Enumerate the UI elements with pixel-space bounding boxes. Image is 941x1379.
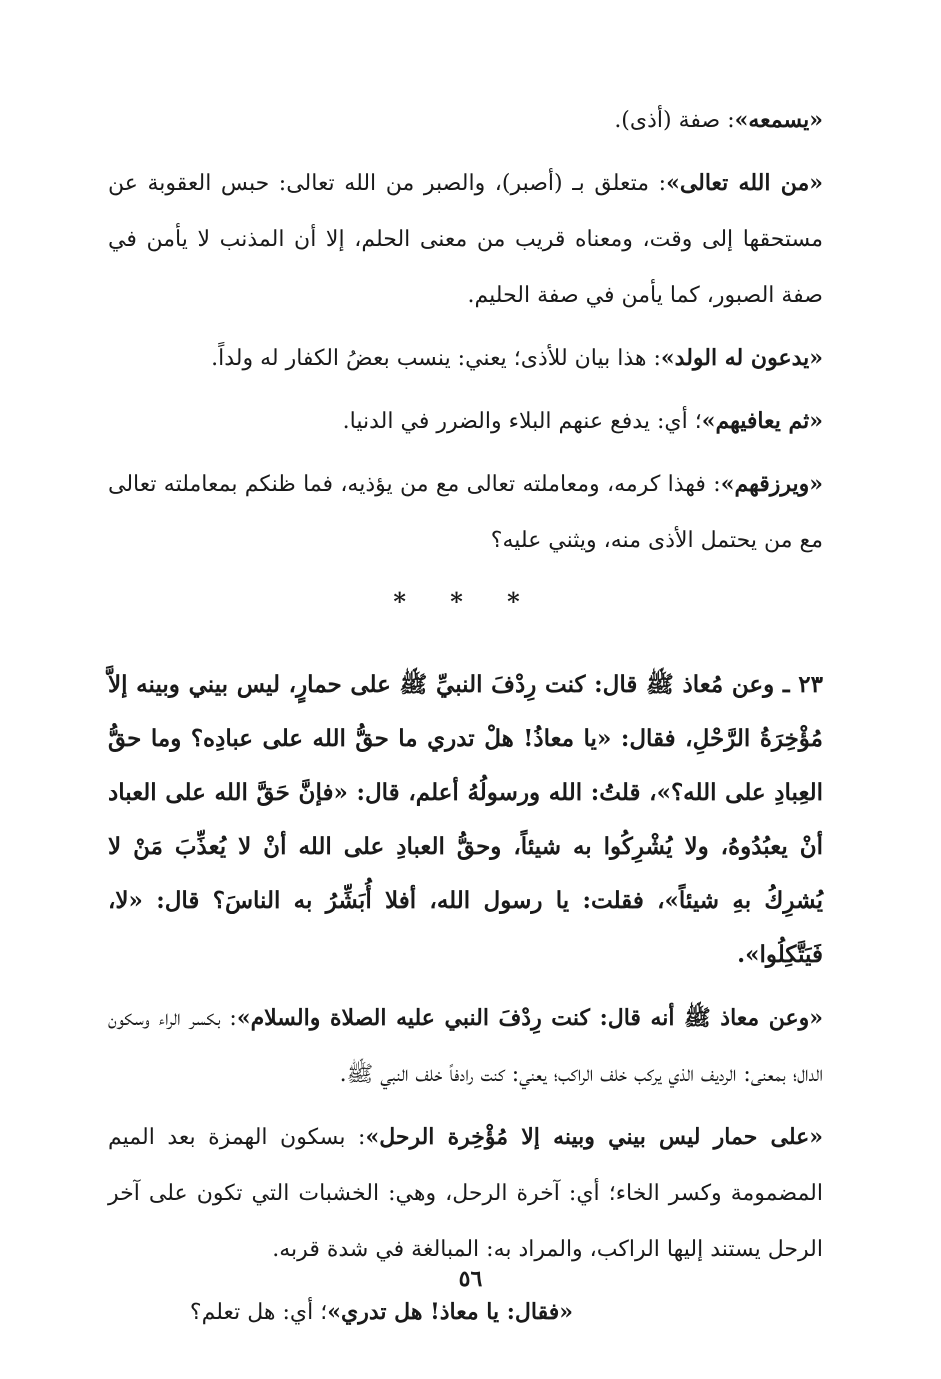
commentary-paragraph-3 (108, 330, 823, 387)
explanation-text: : بسكون الهمزة بعد الميم المضمومة وكسر الخاء؛ أي: آخرة الرحل، وهي: الخشبات التي تكون على آخر الرحل يستند إليها الراكب، والمراد به: المبالغة في شدة قربه. (108, 1125, 823, 1262)
quoted-phrase: «فقال: يا معاذ! هل تدري» (327, 1299, 573, 1325)
explanation-text: : فهذا كرمه، ومعاملته تعالى مع من يؤذيه، فما ظنكم بمعاملته تعالى مع من يحتمل الأذى منه، ويثني عليه؟ (108, 472, 823, 553)
explanation-text: : هذا بيان للأذى؛ يعني: ينسب بعضُ الكفار له ولداً. (211, 346, 661, 371)
explanation-text: : بكسر الراء وسكون الدال؛ بمعنى: الرديف الذي يركب خلف الراكب؛ يعني: كنت رادفاً خلف النبي ﷺ. (108, 1006, 823, 1087)
hadith-commentary-3 (108, 1284, 823, 1341)
explanation-text: ؛ أي: هل تعلم؟ (189, 1300, 328, 1325)
page-body (108, 92, 823, 1347)
commentary-paragraph-4 (108, 393, 823, 450)
quoted-phrase: «من الله تعالى» (666, 170, 823, 196)
commentary-paragraph-2 (108, 155, 823, 324)
quoted-phrase: «وعن معاذ ﷺ أنه قال: كنت رِدْفَ النبي عليه الصلاة والسلام» (236, 1005, 823, 1031)
explanation-text: ؛ أي: يدفع عنهم البلاء والضرر في الدنيا. (342, 409, 702, 434)
quoted-phrase: «على حمار ليس بيني وبينه إلا مُؤْخِرة الرحل» (365, 1124, 823, 1150)
commentary-paragraph-5 (108, 456, 823, 569)
hadith-commentary-1 (108, 990, 823, 1103)
hadith-commentary-2 (108, 1109, 823, 1278)
section-divider: * * * (393, 587, 538, 616)
explanation-text: : متعلق بـ (أصبر)، والصبر من الله تعالى: حبس العقوبة عن مستحقها إلى وقت، ومعناه قريب من معنى الحلم، إلا أن المذنب لا يأمن في صفة الصبور، كما يأمن في صفة الحليم. (108, 171, 823, 308)
quoted-phrase: «يدعون له الولد» (660, 345, 823, 371)
quoted-phrase: «يسمعه» (734, 107, 823, 133)
quoted-phrase: «ويرزقهم» (720, 471, 823, 497)
explanation-text: : صفة (أذى). (614, 108, 735, 133)
quoted-phrase: «ثم يعافيهم» (701, 408, 823, 434)
hadith-text: ٢٣ ـ وعن مُعاذ ﷺ قال: كنت رِدْفَ النبيِّ ﷺ على حمارٍ، ليس بيني وبينه إلاَّ مُؤْخِرَةُ الرَّحْلِ، فقال: «يا معاذُ! هلْ تدري ما حقُّ الله على عبادِه؟ وما حقُّ العِبادِ على الله؟»، قلتُ: الله ورسولُهُ أعلم، قال: «فإنَّ حَقَّ الله على العباد أنْ يعبُدُوهُ، ولا يُشْرِكُوا به شيئاً، وحقُّ العبادِ على الله أنْ لا يُعذِّبَ مَنْ لا يُشرِكُ بهِ شيئاً»، فقلت: يا رسول الله، أفلا أُبَشِّرُ به الناسَ؟ قال: «لا، فَيَتَّكِلُوا». (108, 671, 823, 968)
page-number: ٥٦ (458, 1266, 483, 1292)
commentary-paragraph-1 (108, 92, 823, 149)
